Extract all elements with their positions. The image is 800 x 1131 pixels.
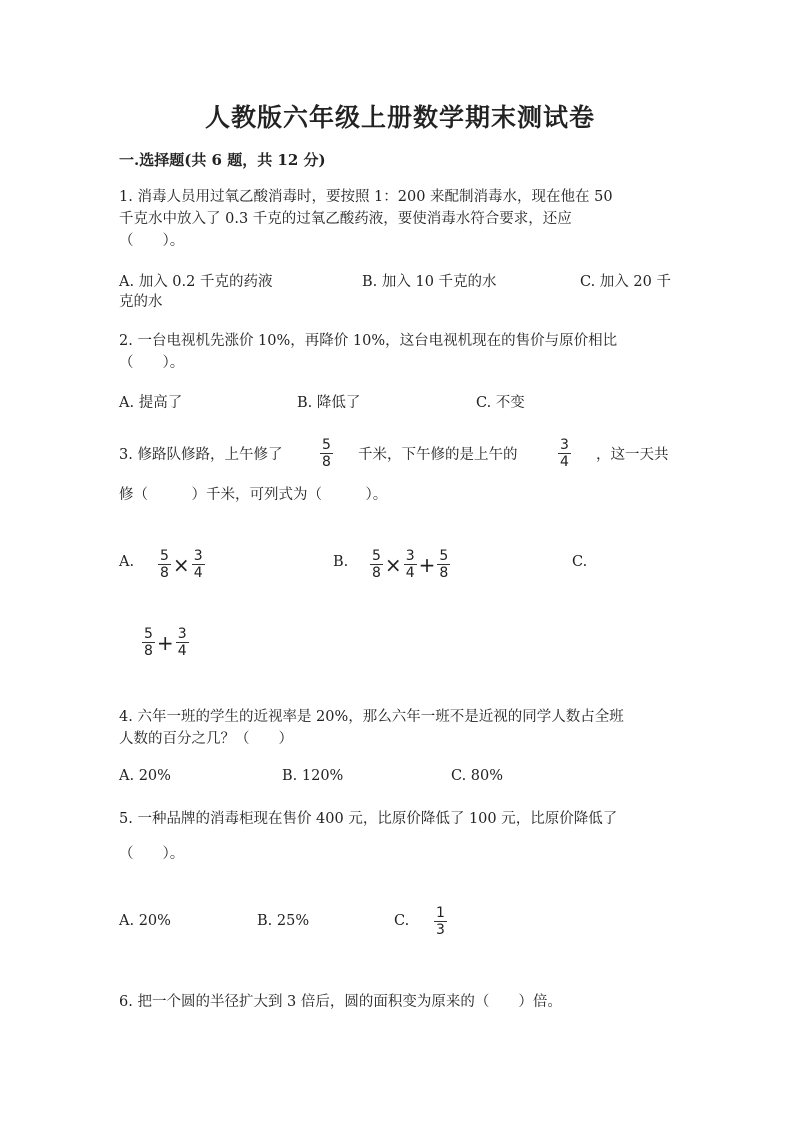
q1-option-c-cont: 克的水 <box>119 294 163 310</box>
q4-option-b[interactable]: B. 120% <box>282 768 344 784</box>
q3-option-b-expression[interactable]: $\frac{5}{8}$ × $\frac{3}{4}$ + $\frac{5}{8}$ <box>372 548 449 581</box>
q5-option-c-fraction[interactable]: $\frac{1}{3}$ <box>436 905 445 938</box>
q3-option-c-expression[interactable]: $\frac{5}{8}$ + $\frac{3}{4}$ <box>144 626 187 659</box>
q2-line2: （ ）。 <box>119 355 185 371</box>
q1-line2: 千克水中放入了 0.3 千克的过氧乙酸药液，要使消毒水符合要求，还应 <box>119 211 572 227</box>
section-heading: 一.选择题(共 6 题，共 12 分) <box>119 151 326 169</box>
q1-line3: （ ）。 <box>119 233 185 249</box>
q1-option-b[interactable]: B. 加入 10 千克的水 <box>362 274 497 290</box>
page-title: 人教版六年级上册数学期末测试卷 <box>204 103 595 132</box>
q3-option-c-label[interactable]: C. <box>572 554 588 570</box>
q5-line1: 5. 一种品牌的消毒柜现在售价 400 元，比原价降低了 100 元，比原价降低了 <box>119 811 618 827</box>
q5-option-b[interactable]: B. 25% <box>257 913 310 929</box>
q2-option-b[interactable]: B. 降低了 <box>297 395 361 411</box>
q3-option-a-expression[interactable]: $\frac{5}{8}$ × $\frac{3}{4}$ <box>160 548 203 581</box>
q1-option-c[interactable]: C. 加入 20 千 <box>580 274 671 290</box>
q4-option-c[interactable]: C. 80% <box>451 768 504 784</box>
q6-line1: 6. 把一个圆的半径扩大到 3 倍后，圆的面积变为原来的（ ）倍。 <box>119 994 562 1010</box>
q3-part2: 千米，下午修的是上午的 <box>358 447 518 463</box>
q3-part3: ，这一天共 <box>596 447 669 463</box>
q1-line1: 1. 消毒人员用过氧乙酸消毒时，要按照 1：200 来配制消毒水，现在他在 50 <box>119 189 613 205</box>
q2-option-c[interactable]: C. 不变 <box>476 395 525 411</box>
q5-option-a[interactable]: A. 20% <box>119 913 171 929</box>
q3-option-b-label[interactable]: B. <box>333 554 349 570</box>
q3-part1: 3. 修路队修路，上午修了 <box>119 447 283 463</box>
q2-option-a[interactable]: A. 提高了 <box>119 395 183 411</box>
q3-fraction-3-4: $\frac{3}{4}$ <box>560 437 569 470</box>
q3-line2: 修（ ）千米，可列式为（ ）。 <box>119 487 388 503</box>
q4-line1: 4. 六年一班的学生的近视率是 20%，那么六年一班不是近视的同学人数占全班 <box>119 709 624 725</box>
q5-line2: （ ）。 <box>119 846 185 862</box>
q5-option-c-label[interactable]: C. <box>394 913 410 929</box>
q3-fraction-5-8: $\frac{5}{8}$ <box>322 437 331 470</box>
q4-option-a[interactable]: A. 20% <box>119 768 171 784</box>
q2-line1: 2. 一台电视机先涨价 10%，再降价 10%，这台电视机现在的售价与原价相比 <box>119 333 618 349</box>
q3-option-a-label[interactable]: A. <box>119 554 135 570</box>
q1-option-a[interactable]: A. 加入 0.2 千克的药液 <box>119 274 273 290</box>
q4-line2: 人数的百分之几？（ ） <box>119 731 293 747</box>
